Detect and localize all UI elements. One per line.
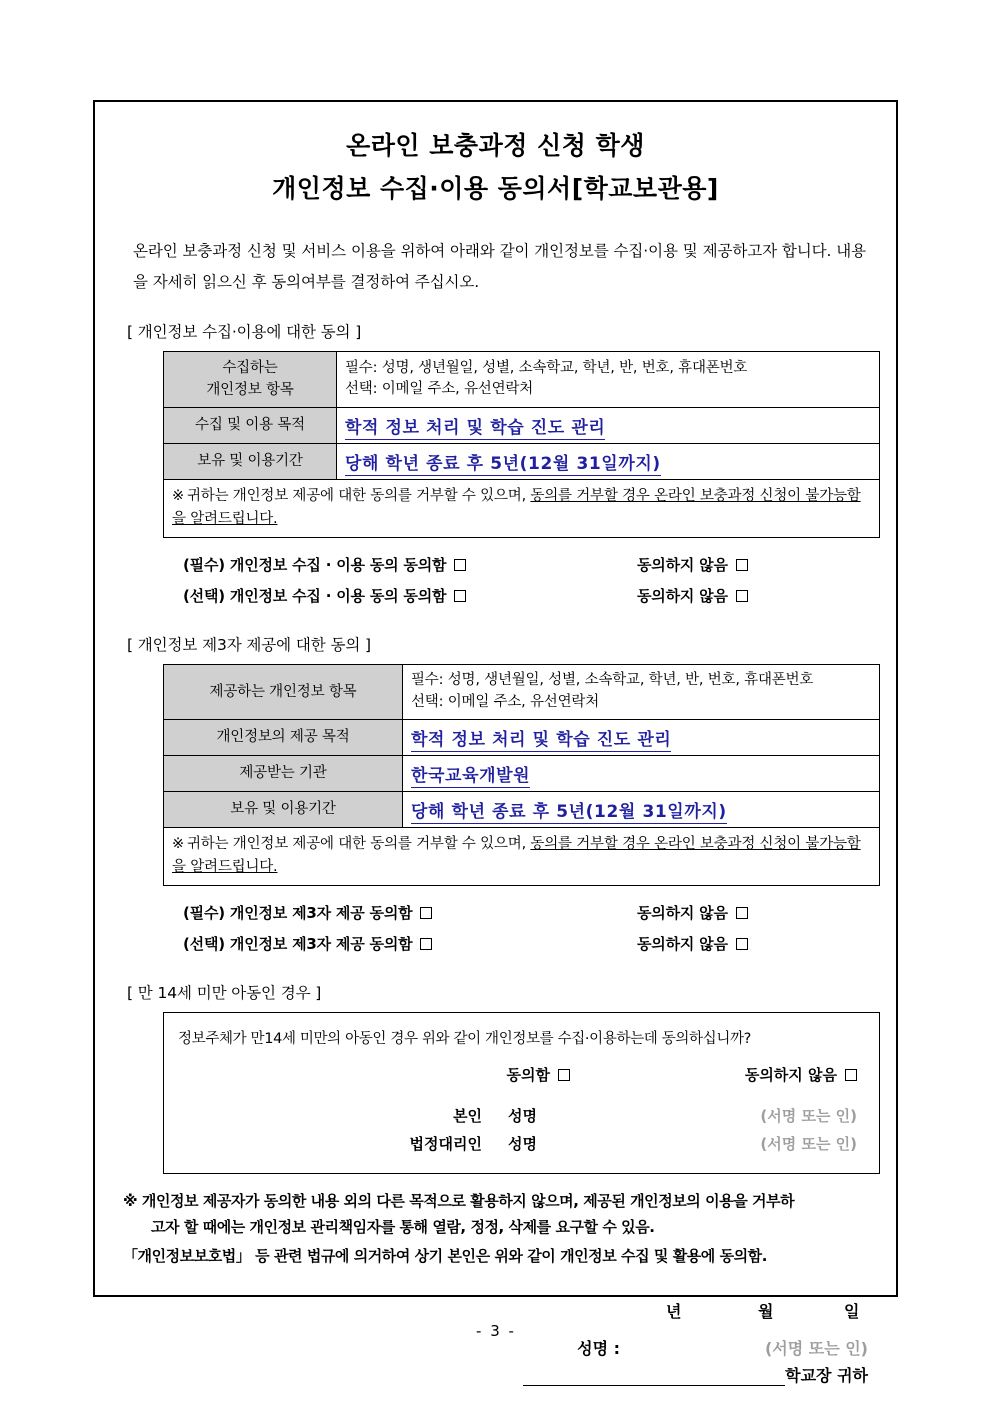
collect-required-deny-checkbox[interactable] <box>736 559 748 571</box>
thirdparty-recipient-value: 한국교육개발원 <box>411 765 531 786</box>
minor-self-signature-row <box>178 1103 861 1131</box>
thirdparty-items-optional: 선택: 이메일 주소, 유선연락처 <box>411 694 600 711</box>
thirdparty-consent-optional-deny <box>541 929 801 960</box>
collect-items-label-line1: 수집하는 <box>222 360 278 376</box>
collect-optional-text: (선택) 개인정보 수집 · 이용 동의 동의함 <box>183 586 447 605</box>
collect-consent-required-label <box>121 550 541 581</box>
thirdparty-items-value <box>403 665 880 720</box>
collect-purpose-cell <box>337 407 880 443</box>
minor-self-seal-note: (서명 또는 인) <box>760 1107 857 1126</box>
minor-guardian-name-label: 성명 <box>508 1135 537 1154</box>
title-line-2: 개인정보 수집·이용 동의서[학교보관용] <box>272 174 719 203</box>
thirdparty-purpose-cell <box>403 719 880 755</box>
section-heading-thirdparty: [ 개인정보 제3자 제공에 대한 동의 ] <box>127 636 371 655</box>
collect-consent-optional-row <box>121 581 870 612</box>
collect-optional-agree-checkbox[interactable] <box>454 590 466 602</box>
thirdparty-purpose-label: 개인정보의 제공 목적 <box>164 719 403 755</box>
page-title <box>121 124 870 210</box>
collect-optional-deny-checkbox[interactable] <box>736 590 748 602</box>
minor-agree-group <box>178 1064 578 1085</box>
date-row <box>121 1299 870 1322</box>
signature-rule-line <box>523 1369 785 1386</box>
collect-consent-checkboxes <box>121 550 870 612</box>
table-row <box>164 755 880 791</box>
minor-guardian-signature-row <box>178 1131 861 1159</box>
thirdparty-consent-required-row <box>121 898 870 929</box>
thirdparty-consent-optional-row <box>121 929 870 960</box>
date-day-label: 일 <box>844 1302 860 1322</box>
thirdparty-period-value: 당해 학년 종료 후 5년(12월 31일까지) <box>411 801 727 822</box>
collect-consent-optional-deny <box>541 581 801 612</box>
collect-info-table <box>163 351 880 538</box>
collect-refusal-note <box>164 479 880 537</box>
thirdparty-consent-required-label <box>121 898 541 929</box>
thirdparty-consent-optional-label <box>121 929 541 960</box>
date-year-label: 년 <box>666 1302 682 1322</box>
page-number: - 3 - <box>476 1322 516 1340</box>
section-heading-collect: [ 개인정보 수집·이용에 대한 동의 ] <box>127 323 362 341</box>
minor-self-label: 본인 <box>453 1107 482 1126</box>
collect-note-part1: 귀하는 개인정보 제공에 대한 동의를 거부할 수 있으며, <box>186 487 526 504</box>
thirdparty-note-part1: 귀하는 개인정보 제공에 대한 동의를 거부할 수 있으며, <box>186 835 526 852</box>
minor-question: 정보주체가 만14세 미만의 아동인 경우 위와 같이 개인정보를 수집·이용하는데 동의하십니까? <box>178 1031 751 1048</box>
table-row <box>164 479 880 537</box>
document-page-border <box>93 100 898 1386</box>
section-heading-minor: [ 만 14세 미만 아동인 경우 ] <box>127 984 322 1003</box>
thirdparty-optional-deny-checkbox[interactable] <box>736 938 748 950</box>
thirdparty-note-part2: 동의를 거부할 경우 온라인 보충과정 신청이 불가능함을 알려드립니다. <box>172 835 861 876</box>
thirdparty-info-table <box>163 664 880 885</box>
thirdparty-required-deny-text: 동의하지 않음 <box>637 903 728 922</box>
principal-label: 학교장 귀하 <box>785 1366 868 1386</box>
table-row <box>164 443 880 479</box>
table-row <box>164 791 880 827</box>
principal-addressee-row <box>121 1363 870 1386</box>
collect-items-optional: 선택: 이메일 주소, 유선연락처 <box>345 381 534 398</box>
table-row <box>164 407 880 443</box>
collect-required-deny-text: 동의하지 않음 <box>637 555 728 574</box>
collect-items-label-line2: 개인정보 항목 <box>206 382 294 399</box>
collect-consent-optional-label <box>121 581 541 612</box>
thirdparty-items-label: 제공하는 개인정보 항목 <box>164 665 403 720</box>
collect-period-label: 보유 및 이용기간 <box>164 443 337 479</box>
minor-consent-box <box>163 1012 880 1174</box>
thirdparty-required-text: (필수) 개인정보 제3자 제공 동의함 <box>183 903 413 922</box>
thirdparty-period-label: 보유 및 이용기간 <box>164 791 403 827</box>
minor-deny-group <box>578 1064 861 1085</box>
minor-deny-checkbox[interactable] <box>845 1069 857 1081</box>
note-mark-icon: ※ <box>172 487 184 504</box>
thirdparty-optional-deny-text: 동의하지 않음 <box>637 934 728 953</box>
footer-notice-line-2: 고자 할 때에는 개인정보 관리책임자를 통해 열람, 정정, 삭제를 요구할 수 있음. <box>151 1218 655 1237</box>
minor-guardian-label: 법정대리인 <box>409 1135 482 1154</box>
collect-items-label <box>164 352 337 408</box>
thirdparty-items-required: 필수: 성명, 생년월일, 성별, 소속학교, 학년, 반, 번호, 휴대폰번호 <box>411 672 814 689</box>
title-line-1: 온라인 보충과정 신청 학생 <box>346 131 645 160</box>
collect-purpose-label: 수집 및 이용 목적 <box>164 407 337 443</box>
collect-period-value: 당해 학년 종료 후 5년(12월 31일까지) <box>345 453 661 474</box>
note-mark-icon: ※ <box>123 1191 138 1210</box>
thirdparty-recipient-label: 제공받는 기관 <box>164 755 403 791</box>
thirdparty-optional-agree-checkbox[interactable] <box>420 938 432 950</box>
thirdparty-optional-text: (선택) 개인정보 제3자 제공 동의함 <box>183 934 413 953</box>
thirdparty-consent-required-deny <box>541 898 801 929</box>
minor-agree-label: 동의함 <box>506 1066 550 1085</box>
thirdparty-required-agree-checkbox[interactable] <box>420 907 432 919</box>
collect-required-agree-checkbox[interactable] <box>454 559 466 571</box>
signature-name-label: 성명 : <box>577 1339 620 1359</box>
thirdparty-consent-checkboxes <box>121 898 870 960</box>
date-month-label: 월 <box>758 1302 774 1322</box>
collect-items-required: 필수: 성명, 생년월일, 성별, 소속학교, 학년, 반, 번호, 휴대폰번호 <box>345 359 748 376</box>
minor-guardian-seal-note: (서명 또는 인) <box>760 1135 857 1154</box>
signature-seal-note: (서명 또는 인) <box>764 1339 868 1359</box>
collect-note-part2: 동의를 거부할 경우 온라인 보충과정 신청이 불가능함을 알려드립니다. <box>172 487 861 528</box>
footer-notice-line-1: 개인정보 제공자가 동의한 내용 외의 다른 목적으로 활용하지 않으며, 제공된 개인정보의 이용을 거부하 <box>141 1191 795 1210</box>
collect-items-value <box>337 352 880 408</box>
intro-paragraph: 온라인 보충과정 신청 및 서비스 이용을 위하여 아래와 같이 개인정보를 수집·이용 및 제공하고자 합니다. 내용을 자세히 읽으신 후 동의여부를 결정하여 주십시오. <box>133 242 866 291</box>
table-row <box>164 827 880 885</box>
document-content <box>95 102 896 1386</box>
table-row <box>164 719 880 755</box>
minor-self-name-label: 성명 <box>508 1107 537 1126</box>
thirdparty-refusal-note <box>164 827 880 885</box>
thirdparty-period-cell <box>403 791 880 827</box>
thirdparty-purpose-value: 학적 정보 처리 및 학습 진도 관리 <box>411 729 672 750</box>
note-mark-icon: ※ <box>172 835 184 852</box>
footer-notice-line-3: 「개인정보보호법」 등 관련 법규에 의거하여 상기 본인은 위와 같이 개인정보 수집 및 활용에 동의함. <box>123 1246 767 1265</box>
collect-period-cell <box>337 443 880 479</box>
table-row <box>164 352 880 408</box>
table-row <box>164 665 880 720</box>
minor-agree-checkbox[interactable] <box>558 1069 570 1081</box>
collect-consent-required-deny <box>541 550 801 581</box>
collect-purpose-value: 학적 정보 처리 및 학습 진도 관리 <box>345 417 606 438</box>
collect-required-text: (필수) 개인정보 수집 · 이용 동의 동의함 <box>183 555 447 574</box>
thirdparty-recipient-cell <box>403 755 880 791</box>
footer-notice <box>123 1188 866 1269</box>
collect-consent-required-row <box>121 550 870 581</box>
thirdparty-required-deny-checkbox[interactable] <box>736 907 748 919</box>
minor-choice-row <box>178 1064 861 1085</box>
minor-deny-label: 동의하지 않음 <box>744 1066 837 1085</box>
collect-optional-deny-text: 동의하지 않음 <box>637 586 728 605</box>
